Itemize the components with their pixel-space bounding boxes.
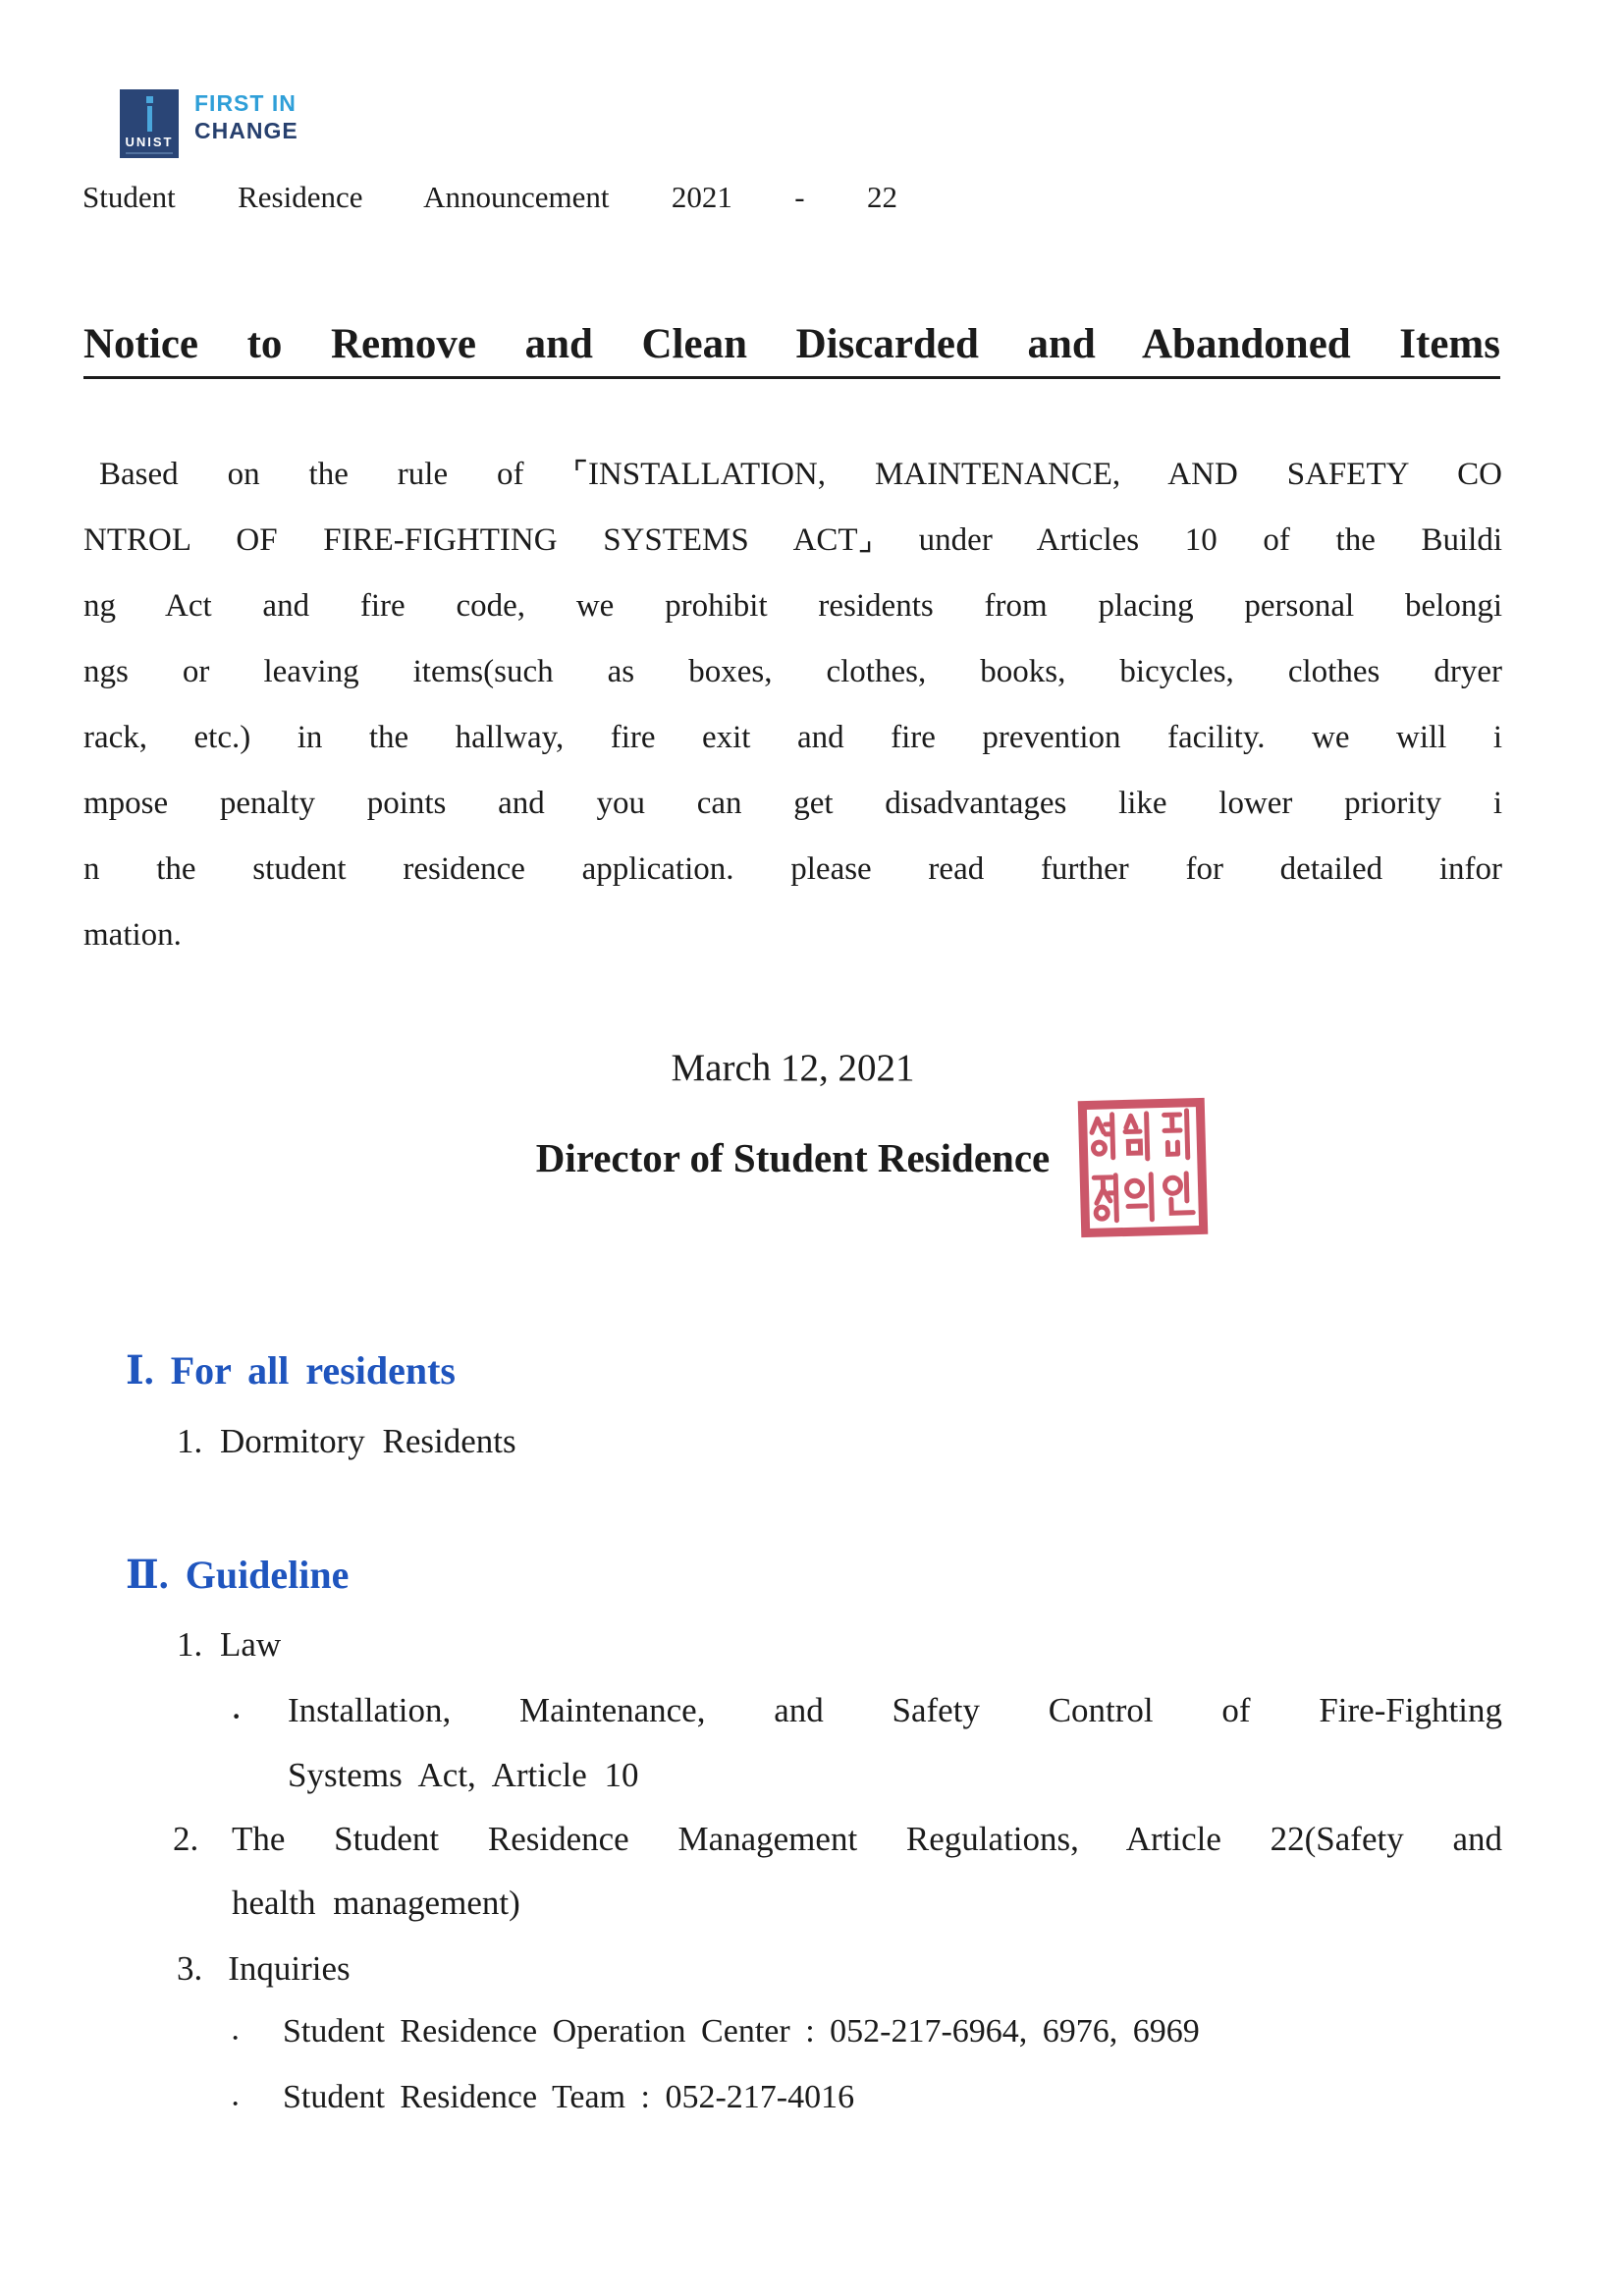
unist-logo-mark-icon [120, 89, 179, 158]
body-line: Based on the rule of ⌜INSTALLATION, MAINTENANCE, AND SAFETY CO [99, 457, 1502, 492]
body-line: n the student residence application. please read further for detailed infor [83, 851, 1502, 887]
logo-tagline [194, 89, 298, 144]
inquiry-residence-team: Student Residence Team : 052-217-4016 [283, 2079, 855, 2115]
logo-i-dot [146, 96, 153, 103]
section-2-item-3-number: 3. [177, 1949, 203, 1988]
document-title: Notice to Remove and Clean Discarded and Abandoned Items [83, 320, 1500, 379]
inquiry-operation-center: Student Residence Operation Center : 052-217-6964, 6976, 6969 [283, 2013, 1200, 2050]
regulations-line-2: health management) [232, 1884, 520, 1922]
date-line: March 12, 2021 [671, 1047, 915, 1089]
section-2-item-inquiries [177, 1949, 351, 1989]
body-line: rack, etc.) in the hallway, fire exit and fire prevention facility. we will i [83, 720, 1502, 755]
section-1-heading: Ⅰ. For all residents [126, 1348, 456, 1393]
body-line: ng Act and fire code, we prohibit residents from placing personal belongi [83, 588, 1502, 624]
bullet-dot-icon: · [230, 1694, 243, 1738]
law-reference-line-2: Systems Act, Article 10 [288, 1756, 639, 1794]
body-line: mpose penalty points and you can get disadvantages like lower priority i [83, 786, 1502, 821]
section-2-item-3-label: Inquiries [228, 1949, 351, 1988]
unist-logo [120, 89, 298, 158]
signature-line: Director of Student Residence [535, 1135, 1051, 1180]
regulations-line-1: The Student Residence Management Regulations, Article 22(Safety and [232, 1820, 1502, 1858]
body-line: NTROL OF FIRE-FIGHTING SYSTEMS ACT⌟ under Articles 10 of the Buildi [83, 522, 1502, 558]
logo-underbar [126, 152, 173, 154]
bullet-dot-icon: · [230, 2020, 242, 2056]
logo-tagline-first-in: FIRST IN [194, 90, 297, 116]
logo-unist-wordmark: UNIST [125, 135, 174, 149]
logo-i-stem [147, 106, 152, 132]
section-2-heading: Ⅱ. Guideline [126, 1553, 350, 1597]
body-line: mation. [83, 917, 182, 953]
section-1-item-dormitory-residents: 1. Dormitory Residents [177, 1422, 516, 1460]
body-line: ngs or leaving items(such as boxes, clothes, books, bicycles, clothes dryer [83, 654, 1502, 689]
section-2-item-law: 1. Law [177, 1625, 282, 1664]
bullet-dot-icon: · [230, 2086, 242, 2122]
body-paragraph [83, 442, 1502, 968]
section-2-item-2-number: 2. [173, 1820, 199, 1858]
logo-tagline-change: CHANGE [194, 118, 298, 143]
law-reference-line-1: Installation, Maintenance, and Safety Control of Fire-Fighting [288, 1691, 1502, 1729]
announcement-number-line: Student Residence Announcement 2021 - 22 [82, 180, 897, 214]
